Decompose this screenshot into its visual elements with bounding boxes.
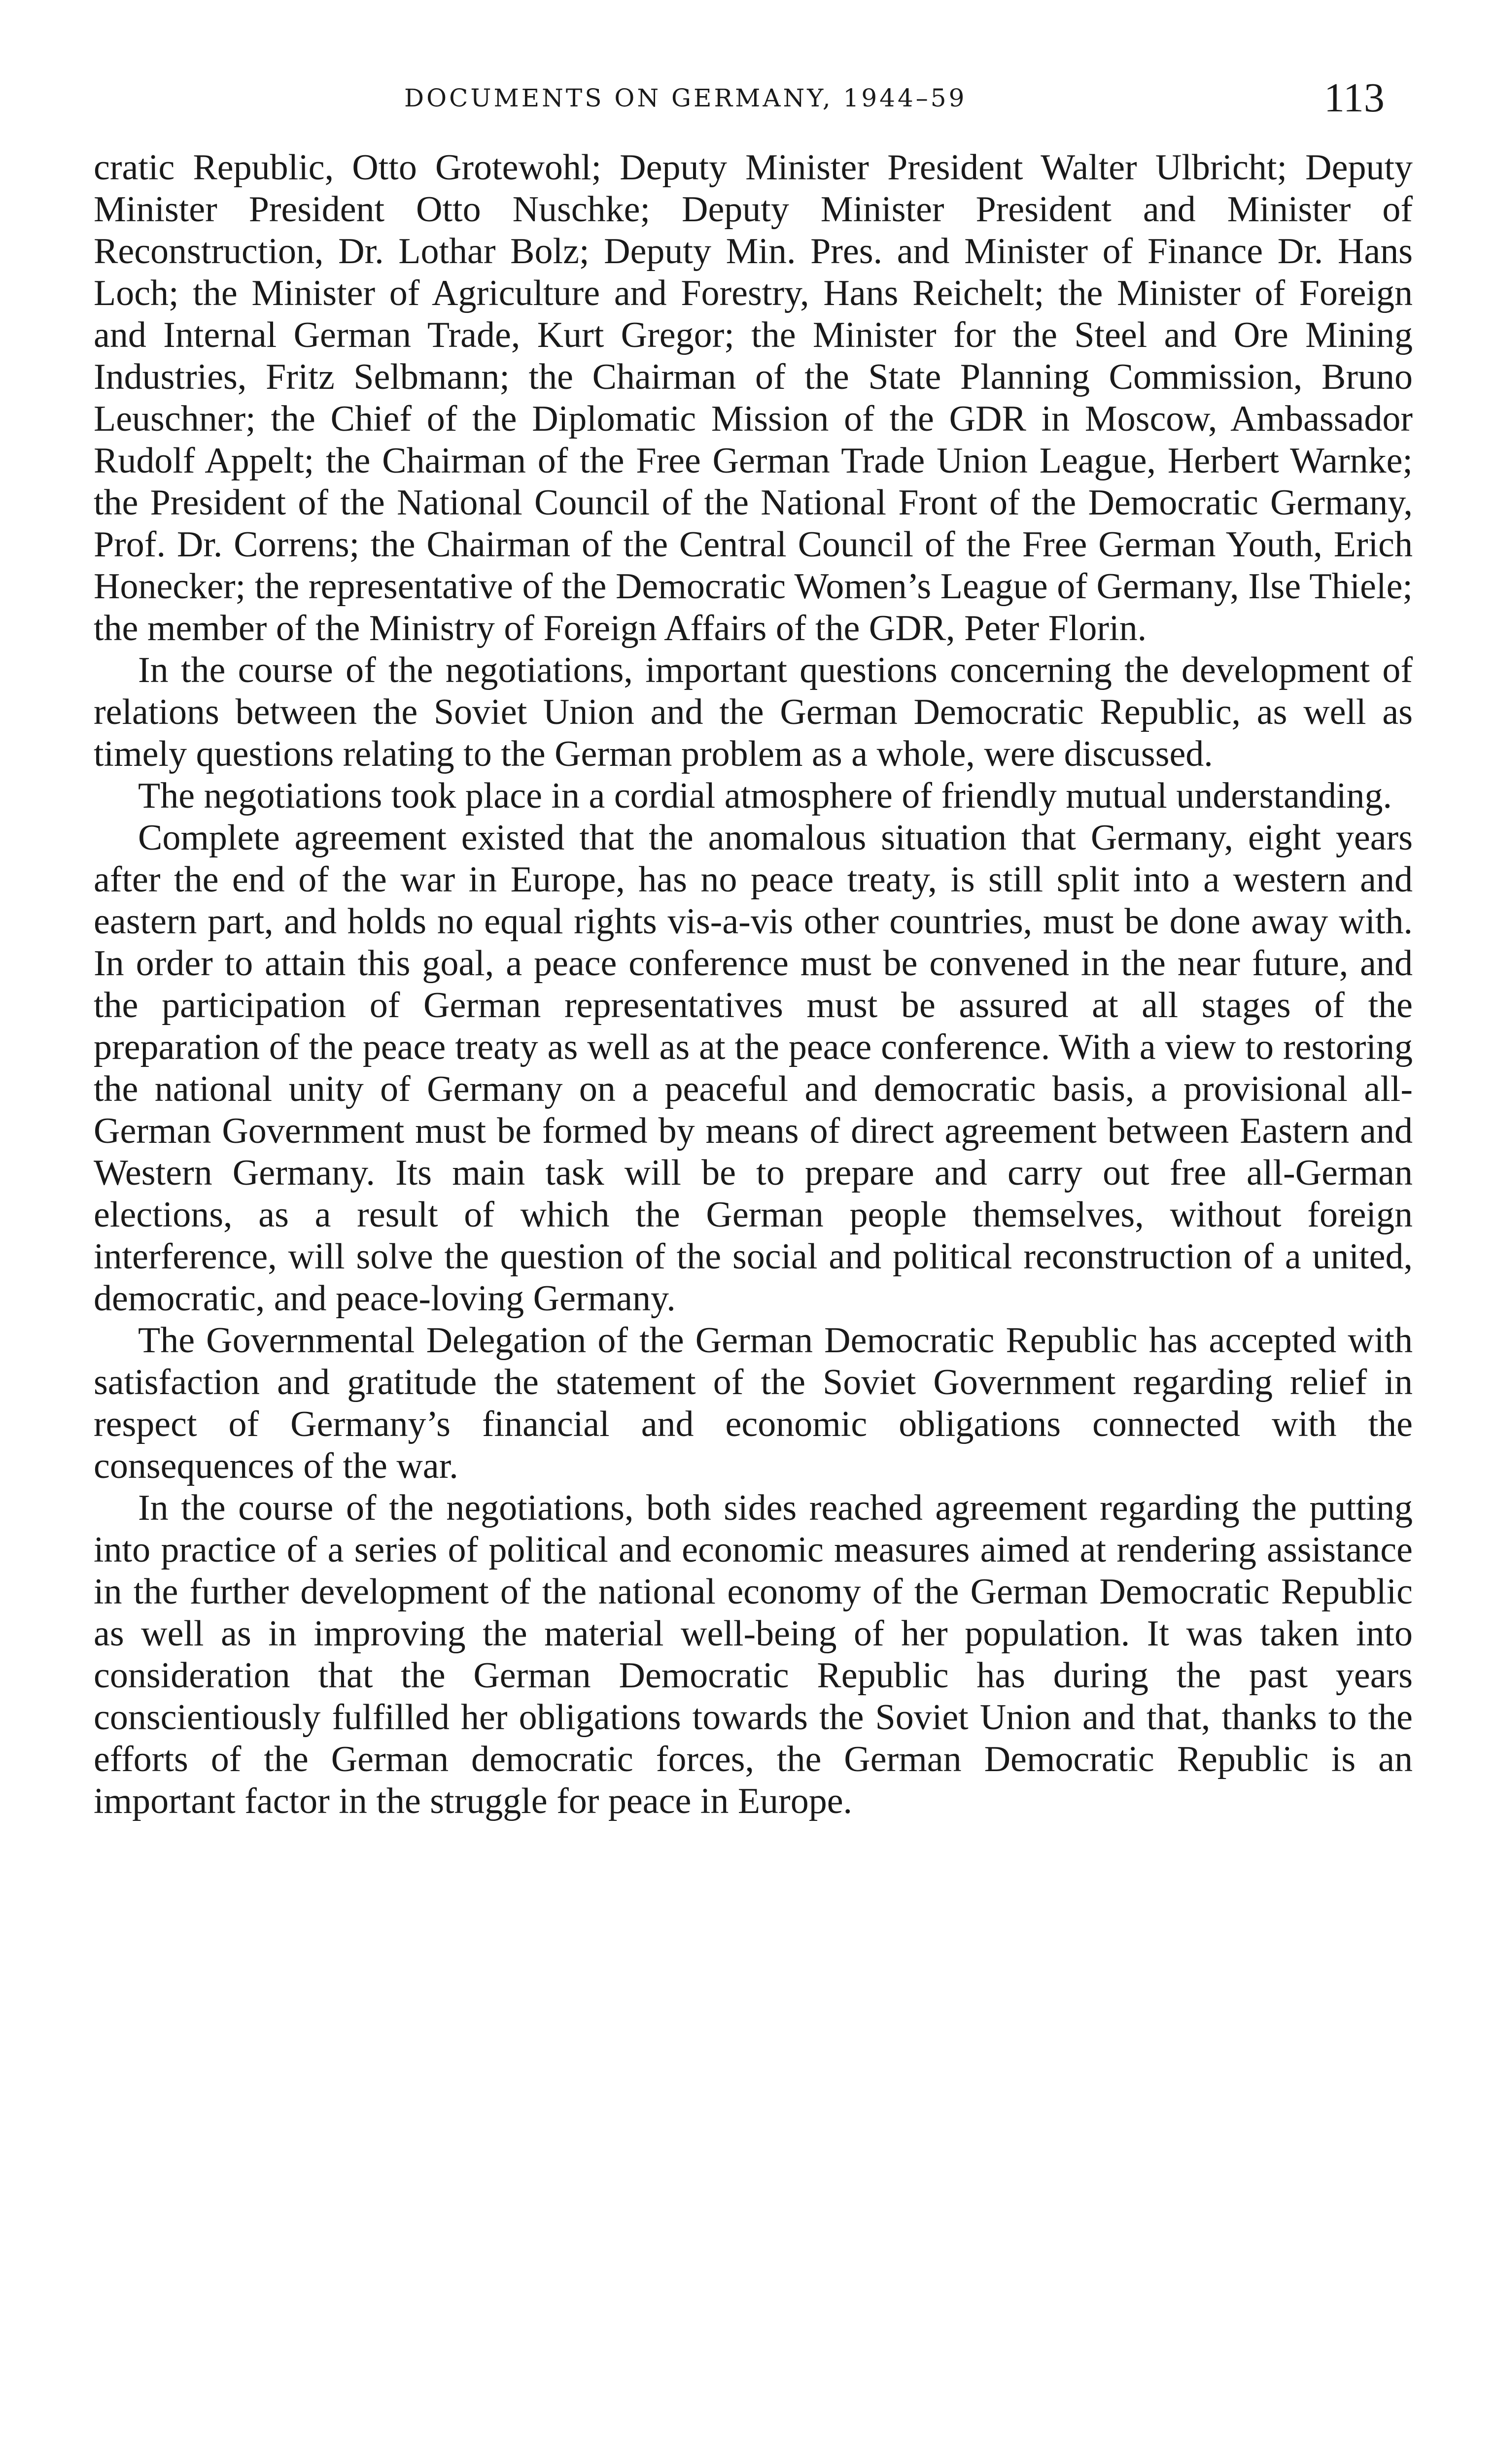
page-number: 113 bbox=[1324, 75, 1385, 121]
running-head bbox=[0, 74, 1495, 128]
paragraph: The Governmental Delegation of the German Democratic Republic has accepted with satisfaction and gratitude the statement of the Soviet Government regarding relief in respect of Germany’s financial and economic obligations connected with the consequences of the war. bbox=[94, 1320, 1413, 1486]
paragraph: The negotiations took place in a cordial atmosphere of friendly mutual understanding. bbox=[138, 776, 1392, 816]
running-title: DOCUMENTS ON GERMANY, 1944–59 bbox=[404, 84, 967, 112]
paragraph: In the course of the negotiations, both sides reached agreement regarding the putting into practice of a series of political and economic measures aimed at rendering assistance in the further development of the national economy of the German Democratic Republic as well as in improving the material well-being of her population. It was taken into consideration that the German Democratic Republic has during the past years conscientiously fulfilled her obligations towards the Soviet Union and that, thanks to the efforts of the German democratic forces, the German Democratic Republic is an important factor in the struggle for peace in Europe. bbox=[94, 1488, 1413, 1821]
paragraph-continued: cratic Republic, Otto Grotewohl; Deputy Minister President Walter Ulbricht; Deputy Minister President Otto Nuschke; Deputy Minister President and Minister of Reconstruction, Dr. Lothar Bolz; Deputy Min. Pres. and Minister of Finance Dr. Hans Loch; the Minister of Agriculture and Forestry, Hans Reichelt; the Minister of Foreign and Internal German Trade, Kurt Gregor; the Minister for the Steel and Ore Mining Industries, Fritz Selbmann; the Chairman of the State Planning Commission, Bruno Leuschner; the Chief of the Diplomatic Mission of the GDR in Moscow, Ambassador Rudolf Appelt; the Chairman of the Free German Trade Union League, Herbert Warnke; the President of the National Council of the National Front of the Democratic Germany, Prof. Dr. Correns; the Chairman of the Central Council of the Free German Youth, Erich Honecker; the representative of the Democratic Women’s League of Germany, Ilse Thiele; the member of the Ministry of Foreign Affairs of the GDR, Peter Florin. bbox=[94, 147, 1413, 649]
paragraph: In the course of the negotiations, important questions concerning the development of relations between the Soviet Union and the German Democratic Republic, as well as timely questions relating to the German problem as a whole, were discussed. bbox=[94, 650, 1413, 774]
paragraph: Complete agreement existed that the anomalous situation that Germany, eight years after the end of the war in Europe, has no peace treaty, is still split into a western and eastern part, and holds no equal rights vis-a-vis other countries, must be done away with. In order to attain this goal, a peace conference must be convened in the near future, and the participation of German representatives must be assured at all stages of the preparation of the peace treaty as well as at the peace conference. With a view to restoring the national unity of Germany on a peaceful and democratic basis, a provisional all-German Government must be formed by means of direct agreement between Eastern and Western Germany. Its main task will be to prepare and carry out free all-German elections, as a result of which the German people themselves, without foreign interference, will solve the question of the social and political reconstruction of a united, democratic, and peace-loving Germany. bbox=[94, 818, 1413, 1319]
body-text bbox=[94, 147, 1413, 1822]
